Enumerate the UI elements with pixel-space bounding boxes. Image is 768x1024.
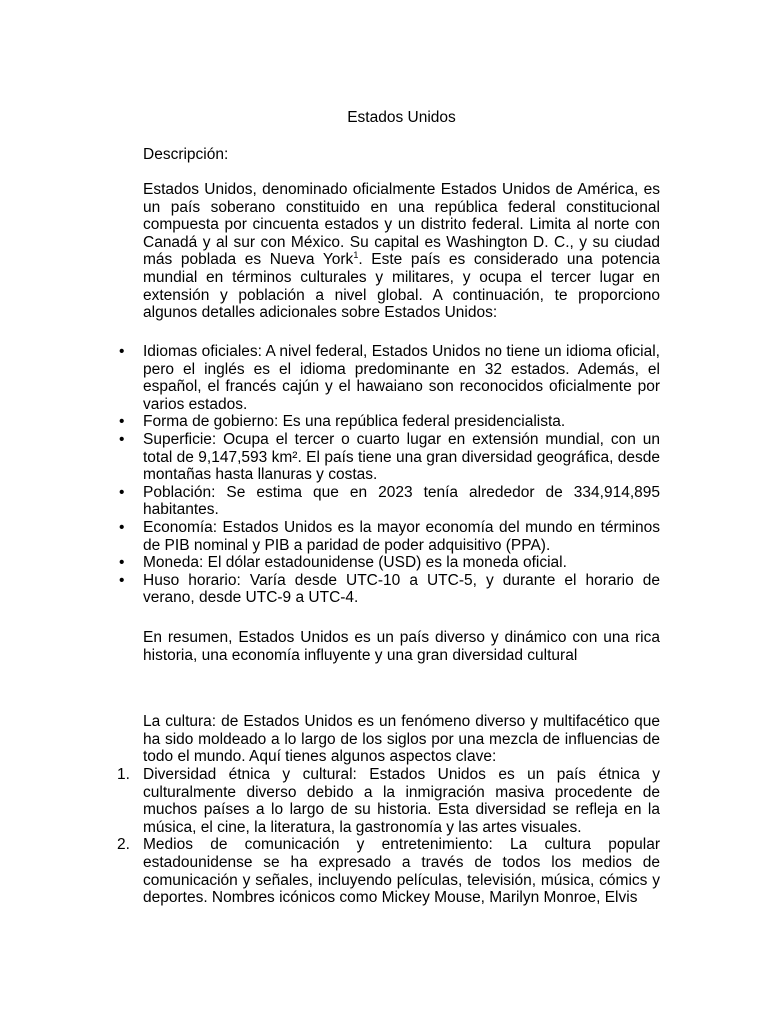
document-title: Estados Unidos <box>347 109 456 126</box>
details-bullet-list <box>119 343 660 607</box>
bullet-text: Huso horario: Varía desde UTC-10 a UTC-5, y durante el horario de verano, desde UTC-9 a UTC-4. <box>143 571 660 607</box>
culture-numbered-list <box>117 766 660 907</box>
bullet-item-economia <box>119 518 660 554</box>
item-number: 2. <box>117 836 130 854</box>
description-label: Descripción: <box>143 146 229 163</box>
bullet-item-idiomas <box>119 343 660 413</box>
culture-intro-paragraph: La cultura: de Estados Unidos es un fenómeno diverso y multifacético que ha sido moldeado a lo largo de los siglos por una mezcla de influencias de todo el mundo. Aquí tienes algunos aspectos clave: <box>143 713 660 766</box>
intro-paragraph <box>143 181 660 322</box>
bullet-text: Economía: Estados Unidos es la mayor economía del mundo en términos de PIB nominal y PIB a paridad de poder adquisitivo (PPA). <box>143 518 660 554</box>
intro-text-after-footnote: . Este país es considerado una potencia mundial en términos culturales y militares, y ocupa el tercer lugar en extensión y población a nivel global. A continuación, te proporciono algunos detalles adicionales sobre Estados Unidos: <box>143 251 660 322</box>
bullet-item-gobierno <box>119 413 660 431</box>
bullet-marker: • <box>119 518 125 536</box>
bullet-item-moneda <box>119 554 660 572</box>
bullet-text: Población: Se estima que en 2023 tenía alrededor de 334,914,895 habitantes. <box>143 483 660 519</box>
bullet-item-superficie <box>119 430 660 484</box>
bullet-text: Moneda: El dólar estadounidense (USD) es la moneda oficial. <box>143 554 567 572</box>
bullet-item-huso-horario <box>119 571 660 607</box>
footnote-marker: 1 <box>353 250 359 261</box>
bullet-item-poblacion <box>119 483 660 519</box>
item-text: Diversidad étnica y cultural: Estados Unidos es un país étnica y culturalmente diverso debido a la inmigración masiva procedente de muchos países a lo largo de su historia. Esta diversidad se refleja en la música, el cine, la literatura, la gastronomía y las artes visuales. <box>143 766 660 836</box>
bullet-marker: • <box>119 554 125 572</box>
bullet-text: Idiomas oficiales: A nivel federal, Estados Unidos no tiene un idioma oficial, pero el inglés es el idioma predominante en 32 estados. Además, el español, el francés cajún y el hawaiano son reconocidos oficialmente por varios estados. <box>143 343 660 413</box>
numbered-item-medios <box>117 836 660 907</box>
bullet-text: Forma de gobierno: Es una república federal presidencialista. <box>143 413 566 431</box>
bullet-marker: • <box>119 571 125 589</box>
bullet-text: Superficie: Ocupa el tercer o cuarto lugar en extensión mundial, con un total de 9,147,593 km². El país tiene una gran diversidad geográfica, desde montañas hasta llanuras y costas. <box>143 430 660 484</box>
bullet-marker: • <box>119 343 125 360</box>
summary-paragraph: En resumen, Estados Unidos es un país diverso y dinámico con una rica historia, una economía influyente y una gran diversidad cultural <box>143 629 660 664</box>
item-text: Medios de comunicación y entretenimiento: La cultura popular estadounidense se ha expresado a través de todos los medios de comunicación y señales, incluyendo películas, televisión, música, cómics y deportes. Nombres icónicos como Mickey Mouse, Marilyn Monroe, Elvis <box>143 836 660 907</box>
item-number: 1. <box>117 766 130 783</box>
intro-text-before-footnote: Estados Unidos, denominado oficialmente Estados Unidos de América, es un país soberano constituido en una república federal constitucional compuesta por cincuenta estados y un distrito federal. Limita al norte con Canadá y al sur con México. Su capital es Washington D. C., y su ciudad más poblada es Nueva York <box>143 181 660 269</box>
bullet-marker: • <box>119 430 125 448</box>
bullet-marker: • <box>119 483 125 501</box>
bullet-marker: • <box>119 413 125 431</box>
numbered-item-diversidad <box>117 766 660 836</box>
